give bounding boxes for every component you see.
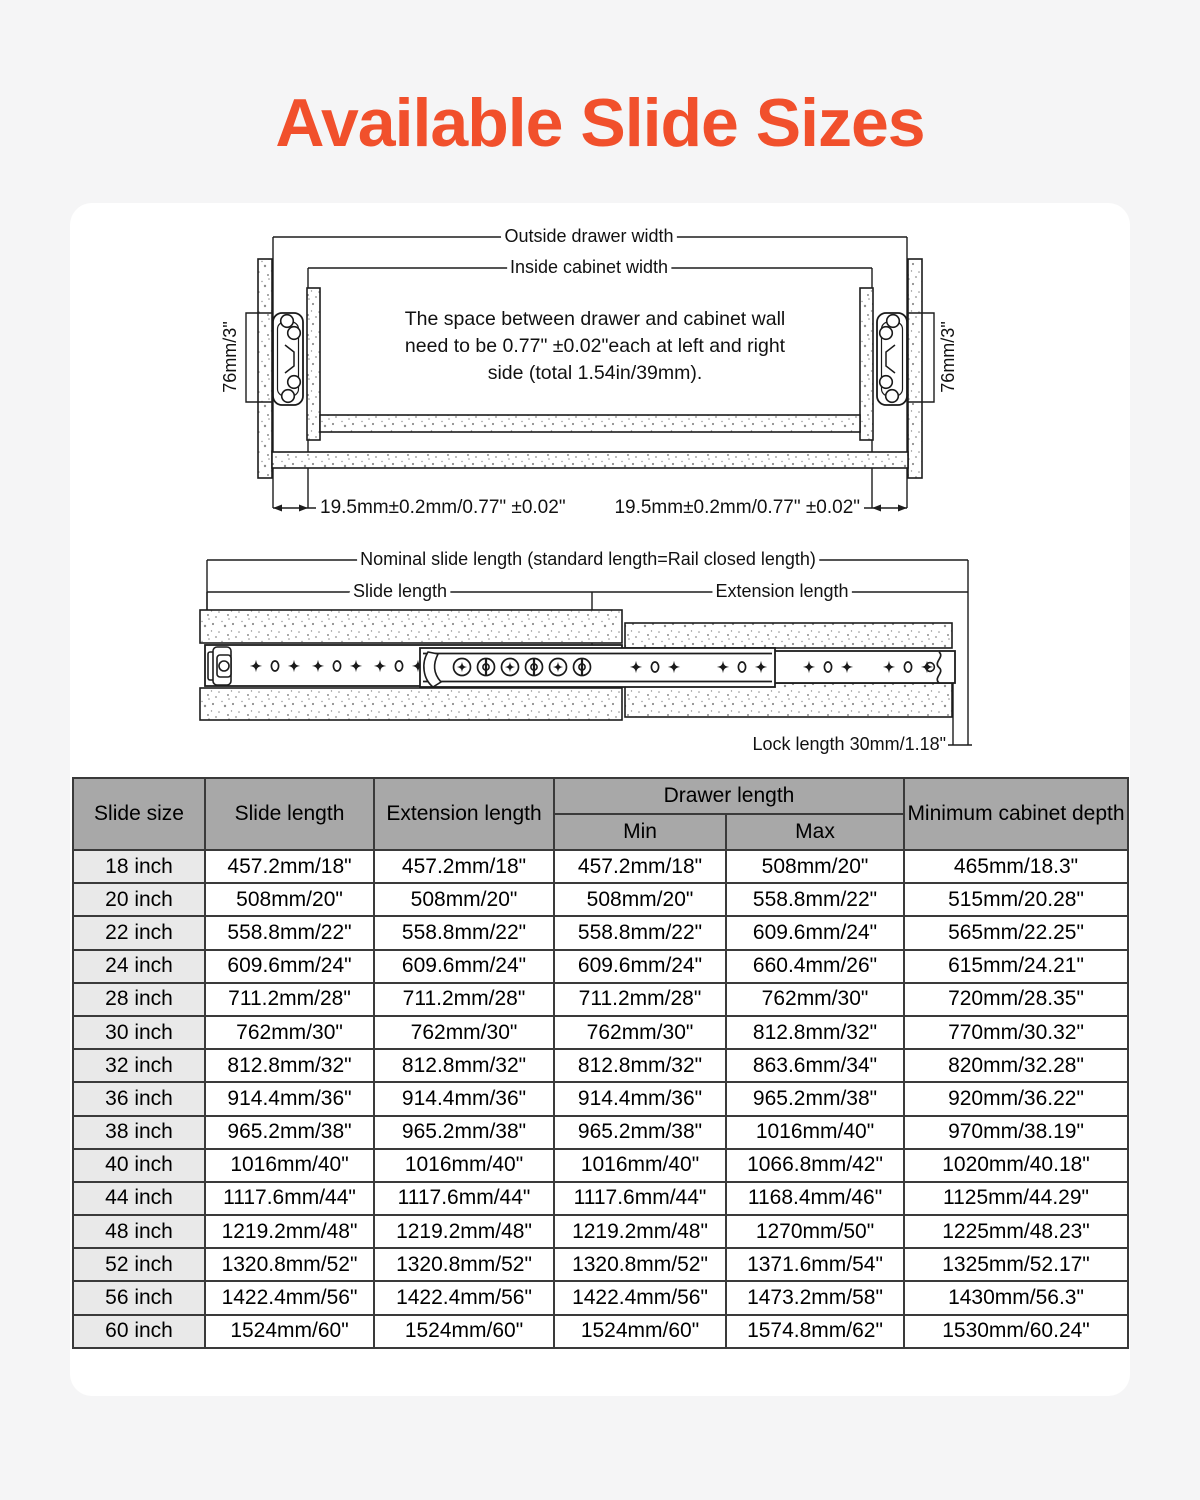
value-cell: 457.2mm/18" [205,850,374,883]
value-cell: 558.8mm/22" [205,916,374,949]
value-cell: 660.4mm/26" [726,950,904,983]
row-size-cell: 60 inch [73,1315,205,1348]
value-cell: 1219.2mm/48" [205,1215,374,1248]
table-row [73,950,1128,983]
value-cell: 457.2mm/18" [374,850,554,883]
value-cell: 762mm/30" [374,1016,554,1049]
value-cell: 965.2mm/38" [554,1116,726,1149]
slide-height-label-right: 76mm/3" [937,321,958,393]
value-cell: 711.2mm/28" [205,983,374,1016]
value-cell: 1422.4mm/56" [554,1281,726,1314]
header-drawer-max: Max [726,814,904,850]
value-cell: 1117.6mm/44" [554,1182,726,1215]
value-cell: 1117.6mm/44" [374,1182,554,1215]
value-cell: 1320.8mm/52" [374,1248,554,1281]
row-size-cell: 52 inch [73,1248,205,1281]
value-cell: 1219.2mm/48" [374,1215,554,1248]
value-cell: 615mm/24.21" [904,950,1128,983]
value-cell: 1016mm/40" [726,1116,904,1149]
value-cell: 1473.2mm/58" [726,1281,904,1314]
value-cell: 1430mm/56.3" [904,1281,1128,1314]
slide-height-label-left: 76mm/3" [219,321,240,393]
value-cell: 863.6mm/34" [726,1049,904,1082]
value-cell: 1016mm/40" [205,1149,374,1182]
value-cell: 515mm/20.28" [904,883,1128,916]
table-row [73,1315,1128,1348]
drawer-block-bottom [625,683,952,717]
outside-drawer-width-label: Outside drawer width [504,225,674,246]
cabinet-block-top [200,610,622,643]
value-cell: 609.6mm/24" [374,950,554,983]
table-row [73,1182,1128,1215]
row-size-cell: 44 inch [73,1182,205,1215]
value-cell: 914.4mm/36" [374,1082,554,1115]
table-row [73,983,1128,1016]
value-cell: 1530mm/60.24" [904,1315,1128,1348]
table-row [73,883,1128,916]
row-size-cell: 18 inch [73,850,205,883]
value-cell: 508mm/20" [205,883,374,916]
table-row [73,1116,1128,1149]
cabinet-bottom-panel [320,415,860,432]
value-cell: 465mm/18.3" [904,850,1128,883]
nominal-slide-length-label: Nominal slide length (standard length=Rail closed length) [360,548,816,569]
value-cell: 762mm/30" [726,983,904,1016]
value-cell: 812.8mm/32" [374,1049,554,1082]
drawer-side-left [258,259,272,478]
value-cell: 558.8mm/22" [374,916,554,949]
value-cell: 1125mm/44.29" [904,1182,1128,1215]
value-cell: 457.2mm/18" [554,850,726,883]
value-cell: 770mm/30.32" [904,1016,1128,1049]
value-cell: 1016mm/40" [374,1149,554,1182]
value-cell: 1574.8mm/62" [726,1315,904,1348]
value-cell: 1524mm/60" [554,1315,726,1348]
header-extension-length: Extension length [374,778,554,850]
value-cell: 965.2mm/38" [374,1116,554,1149]
value-cell: 812.8mm/32" [205,1049,374,1082]
table-row [73,1149,1128,1182]
value-cell: 711.2mm/28" [374,983,554,1016]
table-row [73,1215,1128,1248]
clearance-dim-left: 19.5mm±0.2mm/0.77" ±0.02" [320,497,566,519]
table-row [73,1281,1128,1314]
extension-length-label: Extension length [715,580,849,601]
value-cell: 508mm/20" [726,850,904,883]
value-cell: 965.2mm/38" [726,1082,904,1115]
value-cell: 508mm/20" [554,883,726,916]
row-size-cell: 48 inch [73,1215,205,1248]
value-cell: 965.2mm/38" [205,1116,374,1149]
table-row [73,1082,1128,1115]
value-cell: 914.4mm/36" [205,1082,374,1115]
slide-diagrams [70,200,1130,777]
value-cell: 812.8mm/32" [554,1049,726,1082]
value-cell: 609.6mm/24" [205,950,374,983]
size-table [72,777,1129,1349]
page-title: Available Slide Sizes [275,85,925,161]
row-size-cell: 56 inch [73,1281,205,1314]
drawer-block-top [625,623,952,648]
header-min-cabinet-depth: Minimum cabinet depth [904,778,1128,850]
row-size-cell: 20 inch [73,883,205,916]
value-cell: 920mm/36.22" [904,1082,1128,1115]
value-cell: 1320.8mm/52" [554,1248,726,1281]
value-cell: 508mm/20" [374,883,554,916]
clearance-note-line1: The space between drawer and cabinet wall [404,308,786,331]
cabinet-wall-left [307,288,320,440]
inside-cabinet-width-label: Inside cabinet width [509,256,669,277]
value-cell: 762mm/30" [554,1016,726,1049]
header-drawer-length: Drawer length [554,778,904,814]
length-diagram [200,549,972,754]
value-cell: 720mm/28.35" [904,983,1128,1016]
table-row [73,1049,1128,1082]
value-cell: 1422.4mm/56" [374,1281,554,1314]
value-cell: 914.4mm/36" [554,1082,726,1115]
clearance-dim-right: 19.5mm±0.2mm/0.77" ±0.02" [614,497,860,519]
row-size-cell: 30 inch [73,1016,205,1049]
value-cell: 1219.2mm/48" [554,1215,726,1248]
lock-length-label: Lock length 30mm/1.18" [752,733,946,754]
value-cell: 970mm/38.19" [904,1116,1128,1149]
value-cell: 1325mm/52.17" [904,1248,1128,1281]
table-row [73,1248,1128,1281]
slide-cross-section-left [273,313,303,405]
value-cell: 1225mm/48.23" [904,1215,1128,1248]
size-table-body [73,850,1128,1348]
header-slide-size: Slide size [73,778,205,850]
row-size-cell: 40 inch [73,1149,205,1182]
table-row [73,916,1128,949]
value-cell: 1168.4mm/46" [726,1182,904,1215]
row-size-cell: 22 inch [73,916,205,949]
size-table-container [72,777,1129,1349]
value-cell: 1524mm/60" [374,1315,554,1348]
value-cell: 762mm/30" [205,1016,374,1049]
header-drawer-min: Min [554,814,726,850]
value-cell: 558.8mm/22" [726,883,904,916]
value-cell: 609.6mm/24" [726,916,904,949]
table-row [73,850,1128,883]
row-size-cell: 28 inch [73,983,205,1016]
rail-end-cap [208,647,231,685]
size-table-header [73,778,1128,850]
value-cell: 1371.6mm/54" [726,1248,904,1281]
cabinet-wall-right [860,288,873,440]
value-cell: 565mm/22.25" [904,916,1128,949]
value-cell: 1020mm/40.18" [904,1149,1128,1182]
value-cell: 711.2mm/28" [554,983,726,1016]
row-size-cell: 32 inch [73,1049,205,1082]
row-size-cell: 38 inch [73,1116,205,1149]
value-cell: 1422.4mm/56" [205,1281,374,1314]
row-size-cell: 24 inch [73,950,205,983]
value-cell: 558.8mm/22" [554,916,726,949]
value-cell: 1066.8mm/42" [726,1149,904,1182]
value-cell: 1016mm/40" [554,1149,726,1182]
cross-section-diagram [220,226,958,518]
cabinet-block-bottom [200,688,622,720]
value-cell: 609.6mm/24" [554,950,726,983]
drawer-side-right [908,259,922,478]
value-cell: 812.8mm/32" [726,1016,904,1049]
value-cell: 1117.6mm/44" [205,1182,374,1215]
value-cell: 1270mm/50" [726,1215,904,1248]
clearance-note-line3: side (total 1.54in/39mm). [487,362,703,385]
slide-cross-section-right [877,313,907,405]
clearance-note-line2: need to be 0.77" ±0.02"each at left and right [404,335,786,358]
drawer-bottom-panel [272,452,908,468]
value-cell: 1524mm/60" [205,1315,374,1348]
value-cell: 820mm/32.28" [904,1049,1128,1082]
table-row [73,1016,1128,1049]
header-slide-length: Slide length [205,778,374,850]
value-cell: 1320.8mm/52" [205,1248,374,1281]
row-size-cell: 36 inch [73,1082,205,1115]
slide-length-label: Slide length [352,580,448,601]
